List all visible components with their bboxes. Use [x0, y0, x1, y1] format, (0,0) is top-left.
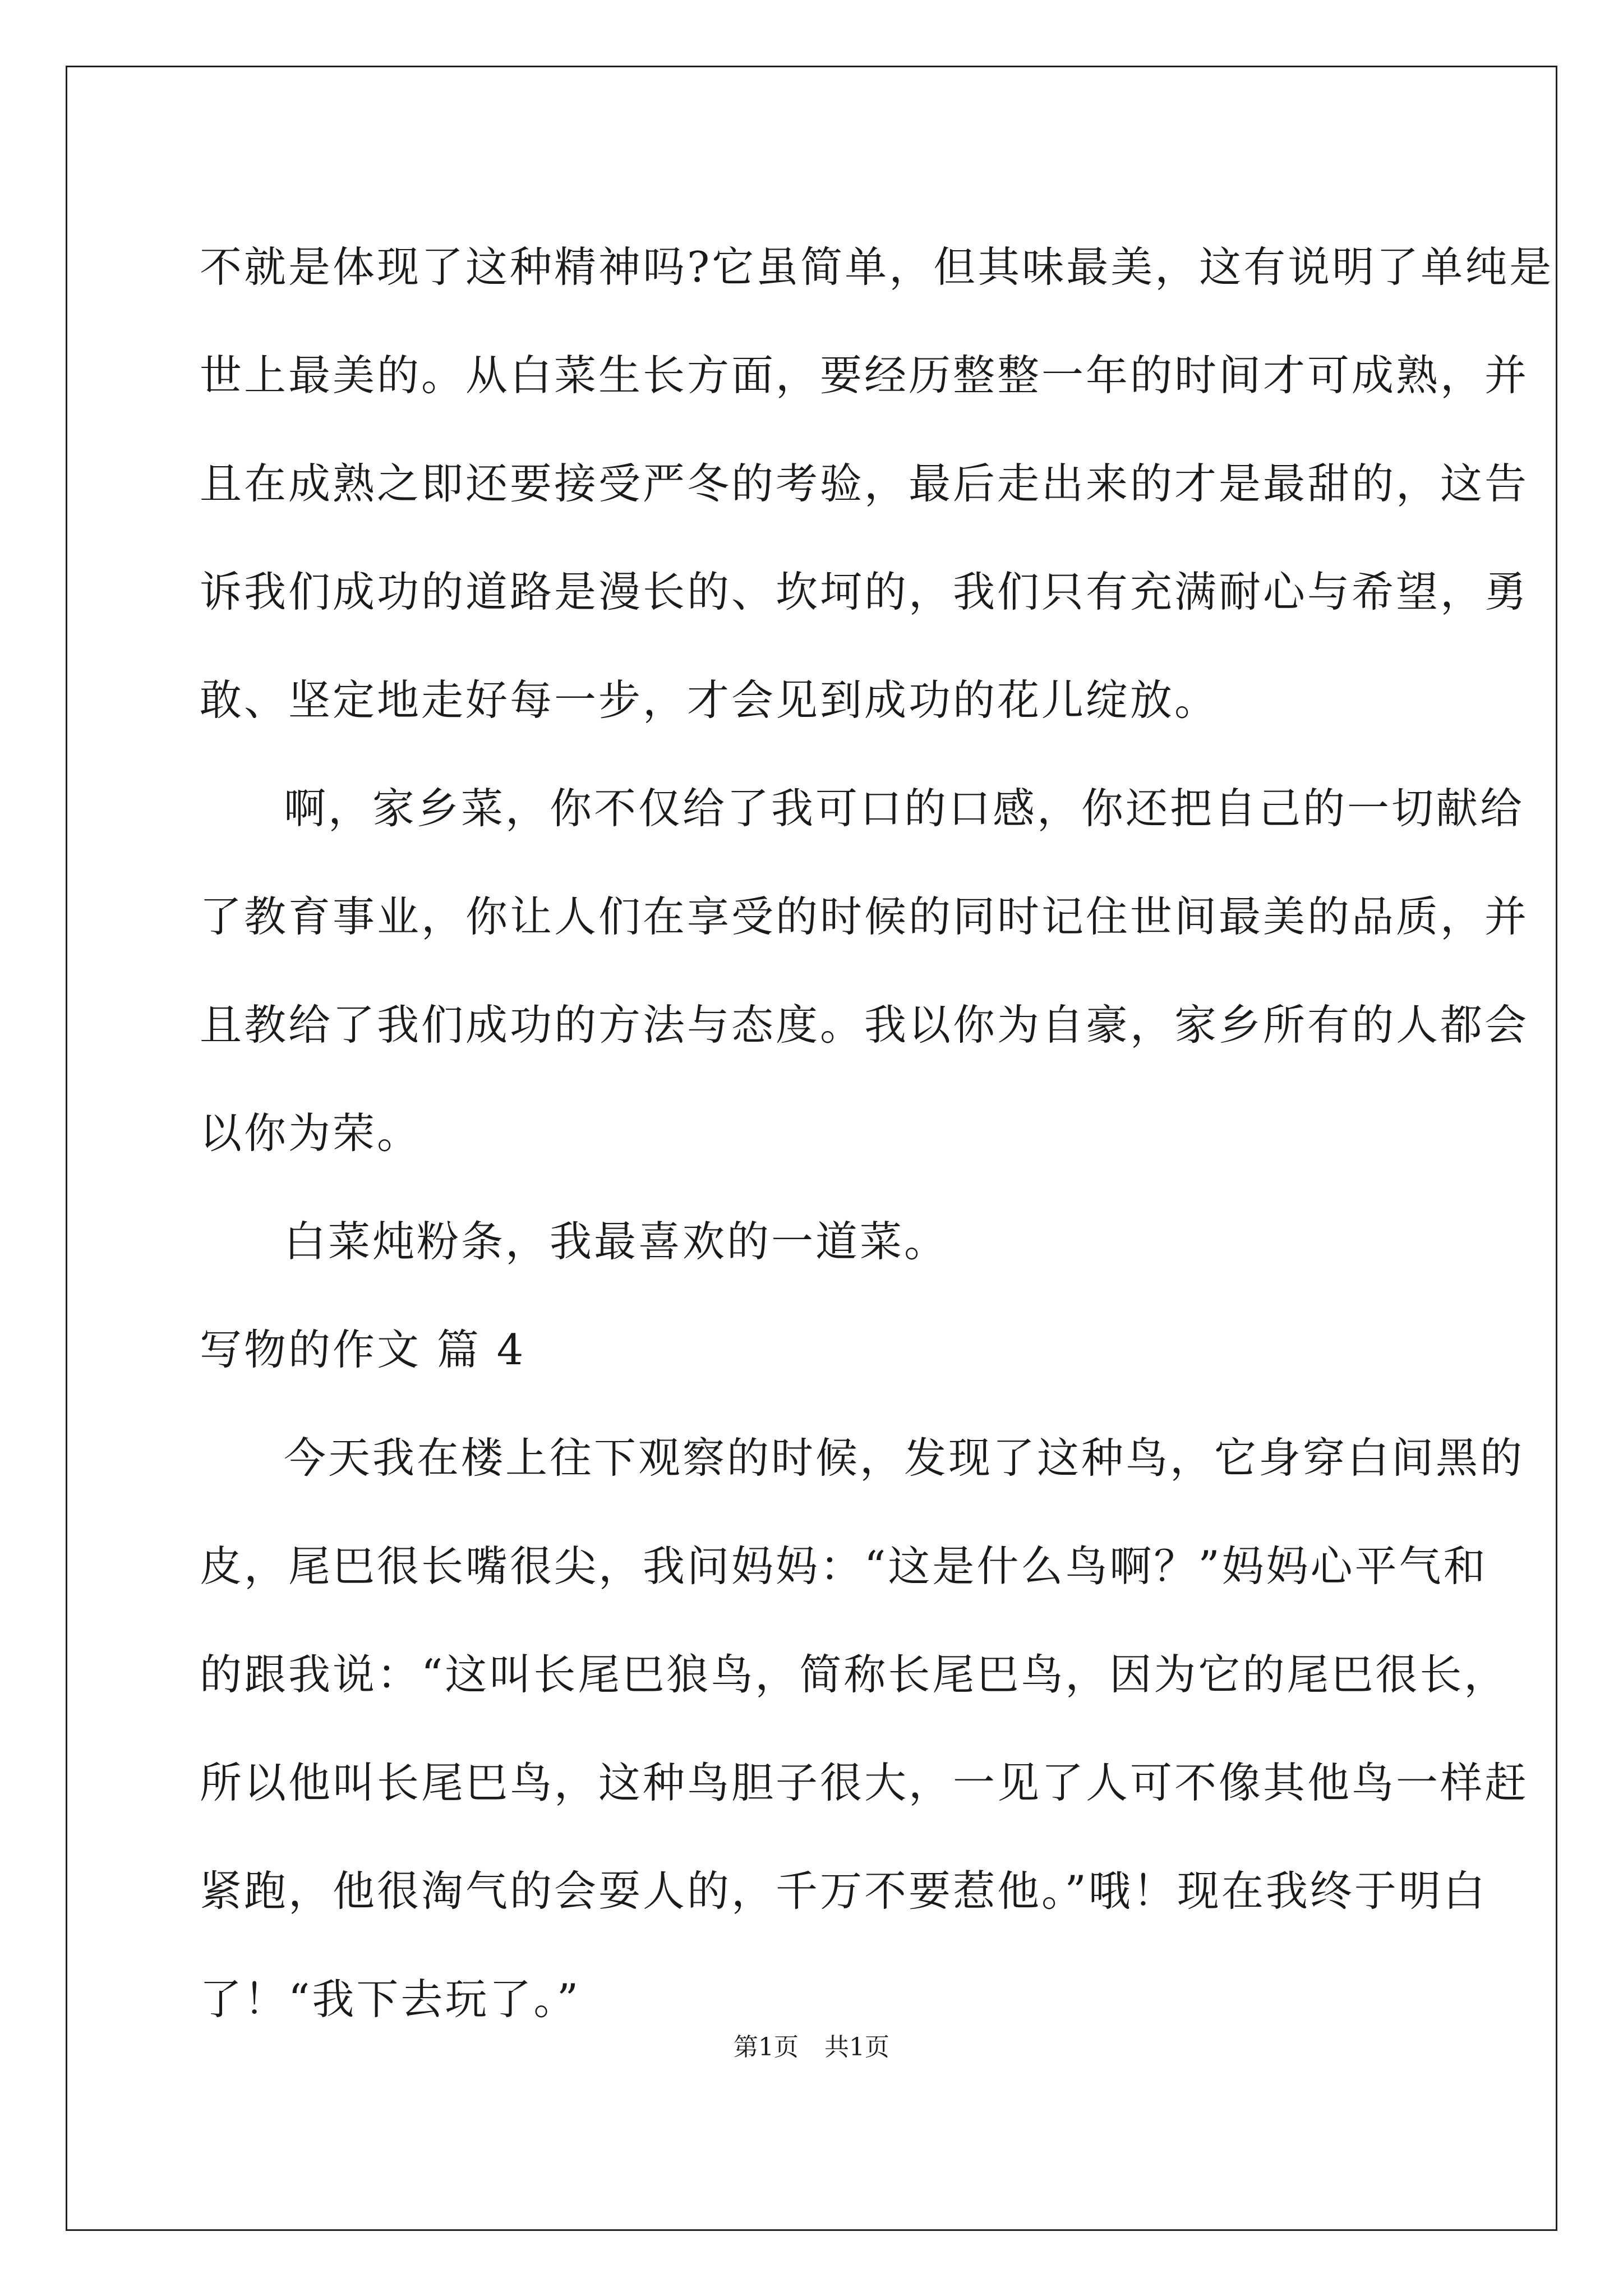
text-line: 诉我们成功的道路是漫长的、坎坷的，我们只有充满耐心与希望，勇	[200, 567, 1529, 616]
page-total: 共1页	[824, 2033, 889, 2062]
text-line: 今天我在楼上往下观察的时候，发现了这种鸟，它身穿白间黑的	[284, 1433, 1525, 1483]
text-line: 白菜炖粉条，我最喜欢的一道菜。	[284, 1217, 949, 1266]
text-line: 的跟我说：“这叫长尾巴狼鸟，简称长尾巴鸟，因为它的尾巴很长，	[200, 1650, 1509, 1699]
text-line: 啊，家乡菜，你不仅给了我可口的口感，你还把自己的一切献给	[284, 784, 1525, 833]
document-body	[200, 213, 1554, 2054]
text-line: 紧跑，他很淘气的会耍人的，千万不要惹他。”哦！现在我终于明白	[200, 1866, 1487, 1916]
text-line: 了！“我下去玩了。”	[200, 1975, 581, 2024]
text-line: 且在成熟之即还要接受严冬的考验，最后走出来的才是最甜的，这告	[200, 459, 1529, 508]
text-line: 世上最美的。从白菜生长方面，要经历整整一年的时间才可成熟，并	[200, 351, 1529, 400]
text-line: 皮，尾巴很长嘴很尖，我问妈妈：“这是什么鸟啊？”妈妈心平气和	[200, 1542, 1488, 1591]
text-line: 所以他叫长尾巴鸟，这种鸟胆子很大，一见了人可不像其他鸟一样赶	[200, 1758, 1529, 1807]
section-heading: 写物的作文 篇 4	[200, 1325, 526, 1374]
text-line: 不就是体现了这种精神吗?它虽简单，但其味最美，这有说明了单纯是	[200, 242, 1554, 292]
text-line: 敢、坚定地走好每一步，才会见到成功的花儿绽放。	[200, 675, 1219, 725]
text-line: 且教给了我们成功的方法与态度。我以你为自豪，家乡所有的人都会	[200, 1000, 1529, 1050]
text-line: 了教育事业，你让人们在享受的时候的同时记住世间最美的品质，并	[200, 892, 1529, 941]
text-line: 以你为荣。	[200, 1108, 422, 1158]
page-footer	[0, 2031, 1623, 2064]
page-number: 第1页	[734, 2033, 799, 2062]
